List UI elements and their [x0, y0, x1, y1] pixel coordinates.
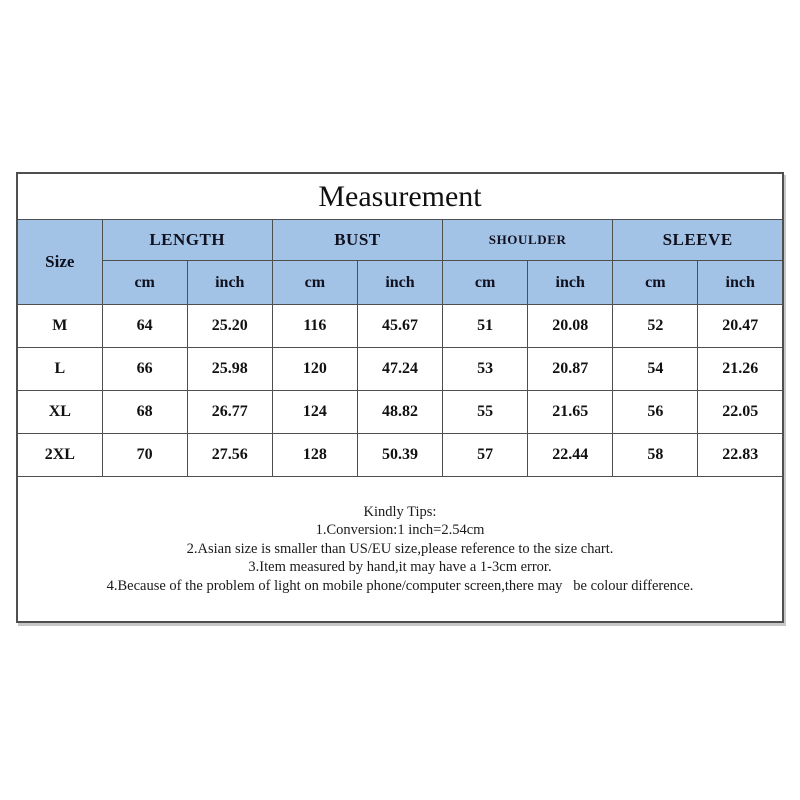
title-row — [17, 173, 783, 220]
group-header-length: LENGTH — [102, 220, 272, 261]
data-cell: 128 — [272, 434, 357, 477]
tip-line-1: 1.Conversion:1 inch=2.54cm — [315, 522, 485, 539]
unit-header-row — [17, 261, 783, 305]
data-cell: 68 — [102, 391, 187, 434]
table-row-xl — [17, 391, 783, 434]
data-cell: 22.05 — [698, 391, 783, 434]
size-label: L — [17, 348, 102, 391]
data-cell: 22.83 — [698, 434, 783, 477]
data-cell: 47.24 — [357, 348, 442, 391]
tips-heading: Kindly Tips: — [363, 503, 437, 520]
data-cell: 116 — [272, 305, 357, 348]
tip-line-2: 2.Asian size is smaller than US/EU size,please reference to the size chart. — [186, 540, 614, 557]
data-cell: 25.98 — [187, 348, 272, 391]
data-cell: 64 — [102, 305, 187, 348]
table-row-m — [17, 305, 783, 348]
data-cell: 57 — [443, 434, 528, 477]
unit-header-inch: inch — [187, 261, 272, 305]
data-cell: 54 — [613, 348, 698, 391]
unit-header-inch: inch — [528, 261, 613, 305]
unit-header-inch: inch — [698, 261, 783, 305]
unit-header-cm: cm — [613, 261, 698, 305]
group-header-bust: BUST — [272, 220, 442, 261]
data-cell: 66 — [102, 348, 187, 391]
page-title: Measurement — [17, 173, 783, 220]
kindly-tips-block — [17, 477, 783, 623]
data-cell: 21.26 — [698, 348, 783, 391]
data-cell: 22.44 — [528, 434, 613, 477]
data-cell: 55 — [443, 391, 528, 434]
data-cell: 20.08 — [528, 305, 613, 348]
size-label: M — [17, 305, 102, 348]
data-cell: 53 — [443, 348, 528, 391]
unit-header-inch: inch — [357, 261, 442, 305]
data-cell: 124 — [272, 391, 357, 434]
data-cell: 50.39 — [357, 434, 442, 477]
unit-header-cm: cm — [443, 261, 528, 305]
data-cell: 45.67 — [357, 305, 442, 348]
data-cell: 56 — [613, 391, 698, 434]
table-row-2xl — [17, 434, 783, 477]
data-cell: 120 — [272, 348, 357, 391]
unit-header-cm: cm — [272, 261, 357, 305]
size-label: 2XL — [17, 434, 102, 477]
data-cell: 58 — [613, 434, 698, 477]
tips-row — [17, 477, 783, 623]
data-cell: 51 — [443, 305, 528, 348]
measurement-table — [16, 172, 784, 623]
group-header-shoulder: SHOULDER — [443, 220, 613, 261]
data-cell: 26.77 — [187, 391, 272, 434]
tip-line-3: 3.Item measured by hand,it may have a 1-3cm error. — [248, 559, 552, 576]
data-cell: 70 — [102, 434, 187, 477]
unit-header-cm: cm — [102, 261, 187, 305]
data-cell: 48.82 — [357, 391, 442, 434]
data-cell: 25.20 — [187, 305, 272, 348]
group-header-sleeve: SLEEVE — [613, 220, 783, 261]
size-column-header: Size — [17, 220, 102, 305]
data-cell: 27.56 — [187, 434, 272, 477]
table-row-l — [17, 348, 783, 391]
group-header-row — [17, 220, 783, 261]
data-cell: 20.47 — [698, 305, 783, 348]
data-cell: 20.87 — [528, 348, 613, 391]
tip-line-4: 4.Because of the problem of light on mobile phone/computer screen,there may be colour difference. — [106, 577, 694, 594]
size-label: XL — [17, 391, 102, 434]
data-cell: 21.65 — [528, 391, 613, 434]
data-cell: 52 — [613, 305, 698, 348]
